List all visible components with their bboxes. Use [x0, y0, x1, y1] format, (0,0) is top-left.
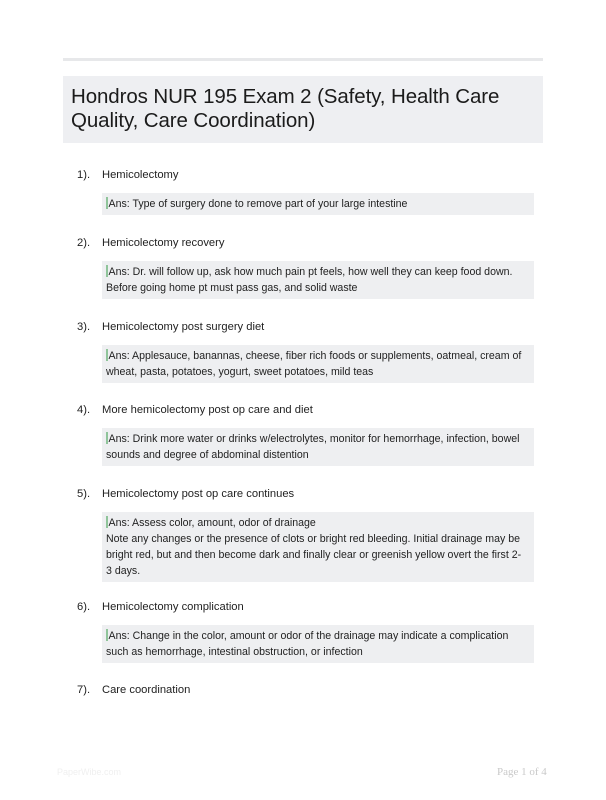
page-title: Hondros NUR 195 Exam 2 (Safety, Health Care Quality, Care Coordination) [71, 85, 500, 132]
answer-marker [106, 516, 108, 528]
top-rule [63, 58, 543, 61]
answer-box [102, 625, 534, 663]
answer-box [102, 193, 534, 215]
item-number: 1). [77, 169, 91, 181]
answer-marker [106, 265, 108, 277]
answer-marker [106, 432, 108, 444]
item-number: 5). [77, 488, 91, 500]
question-text: Hemicolectomy [102, 169, 179, 181]
answer-marker [106, 197, 108, 209]
question-text: Care coordination [102, 684, 191, 696]
footer-page-number: Page 1 of 4 [497, 766, 547, 778]
answer-line: Ans: Assess color, amount, odor of drainage [106, 515, 526, 531]
footer-site-watermark: PaperWibe.com [57, 767, 122, 777]
item-number: 6). [77, 601, 91, 613]
answer-box [102, 512, 534, 582]
answer-line: Ans: Change in the color, amount or odor of the drainage may indicate a complication such as hemorrhage, intestinal obstruction, or infection [106, 630, 509, 658]
answer-box [102, 261, 534, 299]
answer-box [102, 428, 534, 466]
answer-box [102, 345, 534, 383]
item-number: 3). [77, 321, 91, 333]
question-text: Hemicolectomy recovery [102, 237, 225, 249]
answer-marker [106, 629, 108, 641]
question-text: Hemicolectomy post surgery diet [102, 321, 265, 333]
answer-line: Ans: Drink more water or drinks w/electrolytes, monitor for hemorrhage, infection, bowel sounds and degree of abdominal distention [106, 433, 520, 461]
item-number: 7). [77, 684, 91, 696]
answer-marker [106, 349, 108, 361]
item-number: 4). [77, 404, 91, 416]
question-text: Hemicolectomy complication [102, 601, 244, 613]
answer-line: Ans: Applesauce, banannas, cheese, fiber rich foods or supplements, oatmeal, cream of wheat, pasta, potatoes, yogurt, sweet potatoes, mild teas [106, 350, 522, 378]
question-text: Hemicolectomy post op care continues [102, 488, 295, 500]
answer-line: Ans: Type of surgery done to remove part of your large intestine [106, 196, 526, 212]
answer-line: Ans: Dr. will follow up, ask how much pain pt feels, how well they can keep food down. Before going home pt must pass gas, and solid waste [106, 266, 513, 294]
item-number: 2). [77, 237, 91, 249]
answer-line: Note any changes or the presence of clots or bright red bleeding. Initial drainage may be bright red, but and then become dark and finally clear or greenish yellow overt the first 2-3 days. [106, 533, 522, 577]
title-banner [63, 76, 543, 143]
question-text: More hemicolectomy post op care and diet [102, 404, 313, 416]
